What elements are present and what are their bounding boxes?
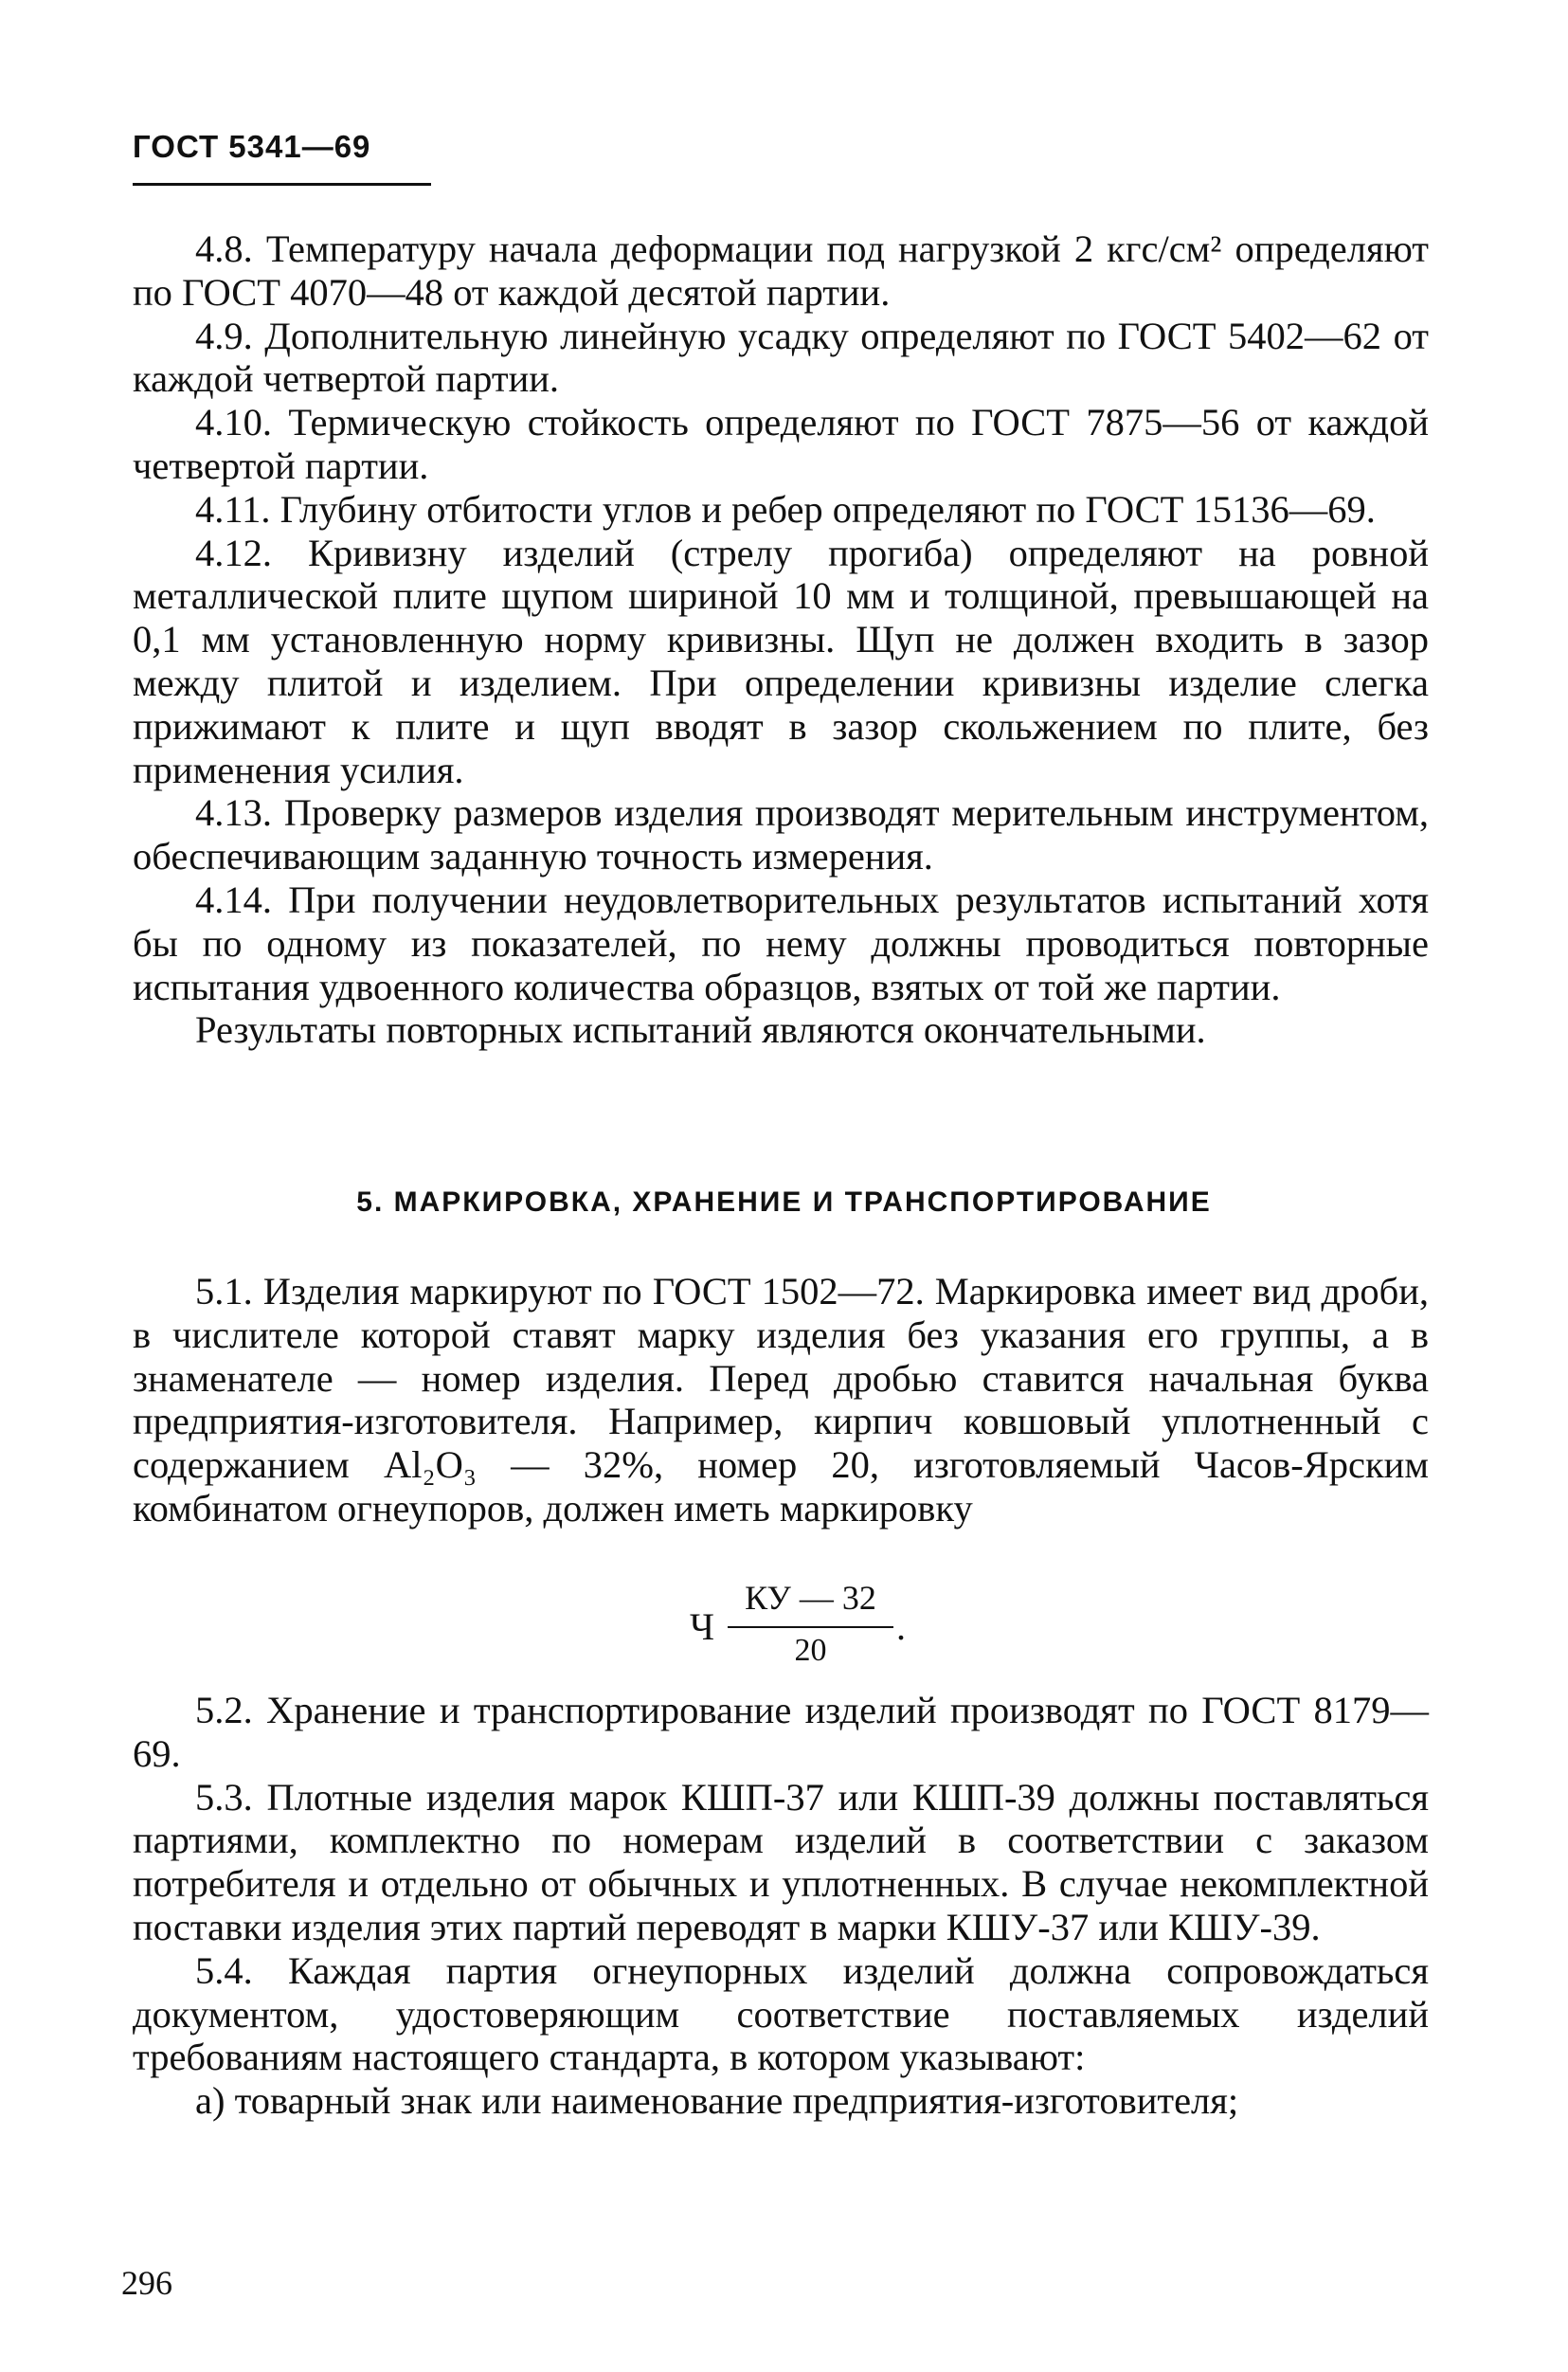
section-5-title: 5. МАРКИРОВКА, ХРАНЕНИЕ И ТРАНСПОРТИРОВАНИЕ — [356, 1186, 1212, 1218]
document-header: ГОСТ 5341—69 — [133, 129, 371, 164]
section-5-text — [133, 1689, 1429, 2123]
formula-numerator: КУ — 32 — [745, 1579, 876, 1617]
header-rule — [133, 183, 431, 186]
page-number: 296 — [121, 2264, 172, 2302]
section-5-intro — [133, 1270, 1429, 1530]
paragraph-4-14: 4.14. При получении неудовлетворительных результатов испытаний хотя бы по одному из показателей, по нему должны проводиться повторные испытания удвоенного количества образцов, взятых от той же партии. — [133, 878, 1429, 1008]
paragraph-4-13: 4.13. Проверку размеров изделия производят мерительным инструментом, обеспечивающим заданную точность измерения. — [133, 791, 1429, 878]
section-4-text — [133, 227, 1429, 1052]
paragraph-4-12: 4.12. Кривизну изделий (стрелу прогиба) определяют на ровной металлической плите щупом шириной 10 мм и толщиной, превышающей на 0,1 мм установленную норму кривизны. Щуп не должен входить в зазор между плитой и изделием. При определении кривизны изделие слегка прижимают к плите и щуп вводят в зазор скольжением по плите, без применения усилия. — [133, 531, 1429, 791]
paragraph-5-4-a: а) товарный знак или наименование предприятия-изготовителя; — [195, 2079, 1239, 2123]
formula-suffix: . — [896, 1605, 906, 1648]
formula-prefix: Ч — [690, 1605, 714, 1648]
paragraph-5-1: 5.1. Изделия маркируют по ГОСТ 1502—72. Маркировка имеет вид дроби, в числителе которой ставят марку изделия без указания его группы, а в знаменателе — номер изделия. Перед дробью ставится начальная буква предприятия-изготовителя. Например, кирпич ковшовый уплотненный с содержанием Al₂O₃ — 32%, номер 20, изготовляемый Часов-Ярским комбинатом огнеупоров, должен иметь маркировку — [133, 1270, 1429, 1530]
paragraph-5-2: 5.2. Хранение и транспортирование изделий производят по ГОСТ 8179—69. — [133, 1689, 1429, 1775]
paragraph-4-9: 4.9. Дополнительную линейную усадку определяют по ГОСТ 5402—62 от каждой четвертой партии. — [133, 314, 1429, 401]
paragraph-results: Результаты повторных испытаний являются окончательными. — [195, 1008, 1206, 1052]
paragraph-5-4: 5.4. Каждая партия огнеупорных изделий должна сопровождаться документом, удостоверяющим соответствие поставляемых изделий требованиям настоящего стандарта, в котором указывают: — [133, 1948, 1429, 2079]
paragraph-4-8: 4.8. Температуру начала деформации под нагрузкой 2 кгс/см² определяют по ГОСТ 4070—48 от каждой десятой партии. — [133, 227, 1429, 314]
formula-fraction-bar — [728, 1626, 893, 1628]
paragraph-5-3: 5.3. Плотные изделия марок КШП-37 или КШП-39 должны поставляться партиями, комплектно по номерам изделий в соответствии с заказом потребителя и отдельно от обычных и уплотненных. В случае некомплектной поставки изделия этих партий переводят в марки КШУ-37 или КШУ-39. — [133, 1775, 1429, 1948]
paragraph-4-10: 4.10. Термическую стойкость определяют по ГОСТ 7875—56 от каждой четвертой партии. — [133, 401, 1429, 487]
formula-denominator: 20 — [794, 1633, 827, 1668]
paragraph-4-11: 4.11. Глубину отбитости углов и ребер определяют по ГОСТ 15136—69. — [195, 487, 1376, 531]
marking-formula — [690, 1576, 927, 1690]
